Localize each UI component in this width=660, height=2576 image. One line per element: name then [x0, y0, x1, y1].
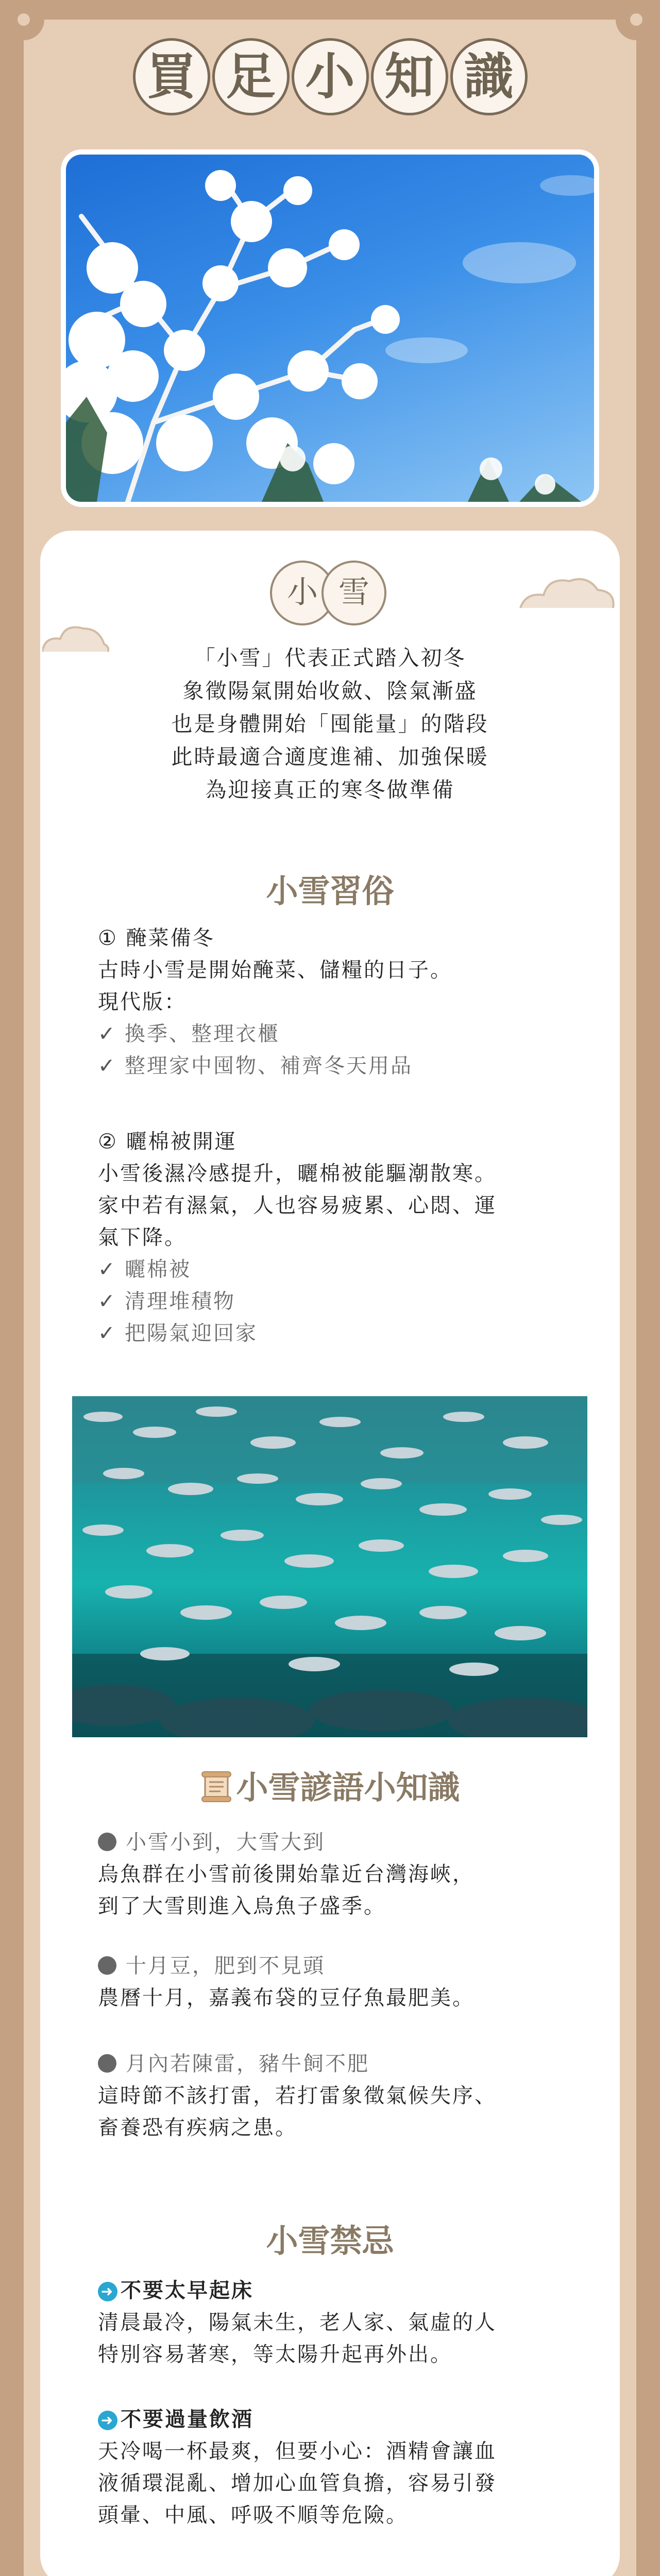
intro-line: 「小雪」代表正式踏入初冬 — [194, 646, 466, 670]
check-label: 整理家中囤物、補齊冬天用品 — [125, 1054, 413, 1078]
fish-school-image — [72, 1396, 587, 1737]
title-char: 足 — [212, 38, 290, 115]
proverb-item — [98, 1950, 572, 2014]
intro-line: 此時最適合適度進補、加強保暖 — [171, 744, 489, 769]
hero-image-snow-tree — [61, 149, 599, 507]
custom-text: 小雪後濕冷感提升，曬棉被能驅潮散寒。 — [98, 1162, 497, 1185]
proverb-item — [98, 2048, 572, 2144]
check-label: 曬棉被 — [125, 1258, 191, 1281]
badge-char: 雪 — [321, 561, 386, 625]
checkmark-icon: ✓ — [98, 1321, 117, 1345]
taboo-text: 液循環混亂、增加心血管負擔，容易引發 — [98, 2471, 497, 2495]
proverb-text: 到了大雪則進入烏魚子盛季。 — [98, 1894, 386, 1918]
taboo-text: 特別容易著寒，等太陽升起再外出。 — [98, 2343, 452, 2366]
taboo-heading: ➜ 不要太早起床 — [98, 2275, 572, 2307]
title-char: 識 — [450, 38, 528, 115]
intro-text — [0, 641, 660, 806]
checkmark-icon: ✓ — [98, 1290, 117, 1313]
section-title-customs: 小雪習俗 — [266, 872, 394, 910]
bullet-dot-icon — [98, 2054, 116, 2073]
check-item — [98, 1285, 572, 1317]
proverb-item — [98, 1826, 572, 1922]
custom-subtext: 現代版： — [98, 990, 187, 1014]
checkmark-icon: ✓ — [98, 1258, 117, 1281]
taboo-heading: ➜ 不要過量飲酒 — [98, 2403, 572, 2435]
check-item — [98, 1317, 572, 1349]
proverb-heading: 月內若陳雷，豬牛飼不肥 — [98, 2048, 572, 2080]
custom-text: 氣下降。 — [98, 1226, 187, 1249]
section-title-taboos: 小雪禁忌 — [266, 2222, 394, 2260]
cloud-icon — [515, 572, 618, 613]
section-title-proverbs — [0, 1762, 660, 1808]
custom-heading: ② 曬棉被開運 — [98, 1130, 237, 1154]
custom-item-1 — [98, 922, 572, 1082]
proverb-heading: 十月豆，肥到不見頭 — [98, 1950, 572, 1982]
intro-line: 象徵陽氣開始收斂、陰氣漸盛 — [182, 679, 478, 703]
custom-item-2 — [98, 1126, 572, 1349]
proverbs-title-text: 小雪諺語小知識 — [236, 1769, 460, 1806]
title-char: 小 — [292, 38, 369, 115]
check-item — [98, 1018, 572, 1050]
check-item — [98, 1253, 572, 1285]
check-label: 把陽氣迎回家 — [125, 1321, 258, 1345]
intro-line: 也是身體開始「囤能量」的階段 — [171, 711, 489, 736]
checkmark-icon: ✓ — [98, 1054, 117, 1078]
check-label: 清理堆積物 — [125, 1290, 235, 1313]
title-char: 知 — [371, 38, 448, 115]
title-char: 買 — [133, 38, 210, 115]
custom-heading: ① 醃菜備冬 — [98, 926, 215, 950]
custom-text: 古時小雪是開始醃菜、儲糧的日子。 — [98, 958, 452, 982]
check-item — [98, 1050, 572, 1082]
taboo-text: 天冷喝一杯最爽，但要小心：酒精會讓血 — [98, 2439, 497, 2463]
proverb-text: 畜養恐有疾病之患。 — [98, 2116, 297, 2140]
badge-char: 小 — [270, 561, 335, 625]
corner-ornament-tr — [616, 0, 657, 40]
proverb-text: 農曆十月，嘉義布袋的豆仔魚最肥美。 — [98, 1986, 475, 2010]
page-title — [0, 38, 660, 115]
checkmark-icon: ✓ — [98, 1022, 117, 1046]
solar-term-badge — [270, 561, 386, 625]
proverb-text: 烏魚群在小雪前後開始靠近台灣海峽， — [98, 1862, 475, 1886]
proverb-text: 這時節不該打雷，若打雷象徵氣候失序、 — [98, 2084, 497, 2108]
arrow-circle-icon: ➜ — [98, 2411, 117, 2430]
scroll-icon — [200, 1770, 233, 1803]
bullet-dot-icon — [98, 1956, 116, 1975]
taboo-text: 清晨最冷，陽氣未生，老人家、氣虛的人 — [98, 2311, 497, 2334]
arrow-circle-icon: ➜ — [98, 2282, 117, 2301]
corner-ornament-tl — [3, 0, 44, 40]
custom-text: 家中若有濕氣，人也容易疲累、心悶、運 — [98, 1194, 497, 1217]
check-label: 換季、整理衣櫃 — [125, 1022, 280, 1046]
taboo-item — [98, 2403, 572, 2531]
taboo-text: 頭暈、中風、呼吸不順等危險。 — [98, 2503, 408, 2527]
taboo-item — [98, 2275, 572, 2370]
proverb-heading: 小雪小到，大雪大到 — [98, 1826, 572, 1858]
bullet-dot-icon — [98, 1833, 116, 1851]
intro-line: 為迎接真正的寒冬做準備 — [205, 777, 455, 802]
